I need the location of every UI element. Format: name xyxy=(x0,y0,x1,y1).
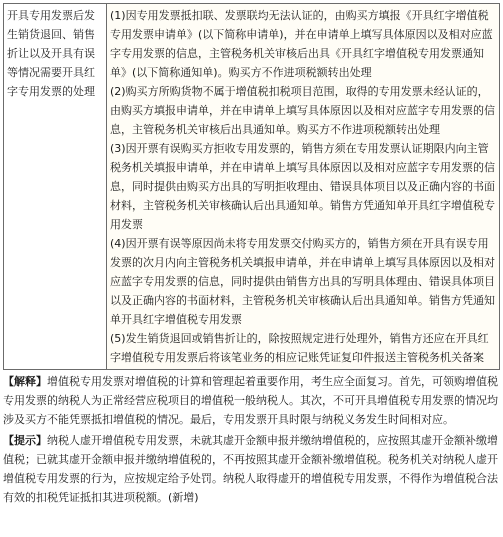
tip-text: 纳税人虚开增值税专用发票，未就其虚开金额申报并缴纳增值税的，应按照其虚开金额补缴增值税；已就其虚开金额申报并缴纳增值税的，不再按照其虚开金额补缴增值税。税务机关对纳税人虚开增值税专用发票的行为，应按规定给予处罚。纳税人取得虚开的增值税专用发票，不得作为增值税合法有效的扣税凭证抵扣其进项税额。(新增) xyxy=(3,434,498,504)
clause-1: (1)因专用发票抵扣联、发票联均无法认证的，由购买方填报《开具红字增值税专用发票申请单》(以下简称申请单)，并在申请单上填写具体原因以及相对应蓝字专用发票的信息，主管税务机关审核后出具《开具红字增值税专用发票通知单》(以下简称通知单)。购买方不作进项税额转出处理 xyxy=(110,9,493,79)
tip-label: 【提示】 xyxy=(3,434,47,447)
analysis-paragraph xyxy=(3,372,500,429)
clause-5: (5)发生销货退回或销售折让的，除按照规定进行处理外，销售方还应在开具红字增值税专用发票后将该笔业务的相应记账凭证复印件报送主管税务机关备案 xyxy=(110,332,489,364)
row-content-cell xyxy=(107,4,500,370)
clause-3: (3)因开票有误购买方拒收专用发票的，销售方须在专用发票认证期限内向主管税务机关填报申请单，并在申请单上填写具体原因以及相对应蓝字专用发票的信息，同时提供由购买方出具的写明拒收理由、错误具体项目以及正确内容的书面材料，主管税务机关审核确认后出具通知单。销售方凭通知单开具红字增值税专用发票 xyxy=(110,142,495,231)
table-row xyxy=(4,4,500,370)
clause-2: (2)购买方所购货物不属于增值税扣税项目范围，取得的专用发票未经认证的，由购买方填报申请单，并在申请单上填写具体原因以及相对应蓝字专用发票的信息，主管税务机关审核后出具通知单。购买方不作进项税额转出处理 xyxy=(110,85,495,136)
tip-paragraph xyxy=(3,431,500,507)
red-invoice-table xyxy=(3,3,500,370)
page xyxy=(3,3,500,507)
analysis-label: 【解释】 xyxy=(3,375,47,388)
clause-4: (4)因开票有误等原因尚未将专用发票交付购买方的，销售方须在开具有误专用发票的次月内向主管税务机关填报申请单，并在申请单上填写具体原因以及相对应蓝字专用发票的信息，同时提供由销售方出具的写明具体理由、错误具体项目以及正确内容的书面材料，主管税务机关审核确认后出具通知单。销售方凭通知单开具红字增值税专用发票 xyxy=(110,237,495,326)
row-header-cell xyxy=(4,4,107,370)
analysis-text: 增值税专用发票对增值税的计算和管理起着重要作用，考生应全面复习。首先，可领购增值税专用发票的纳税人为正常经营应税项目的增值税一般纳税人。其次，不可开具增值税专用发票的情况均涉及买方不能凭票抵扣增值税的情况。最后，专用发票开具时限与纳税义务发生时间相对应。 xyxy=(3,375,498,426)
row-header-text: 开具专用发票后发生销货退回、销售折让以及开具有误等情况需要开具红字专用发票的处理 xyxy=(7,9,95,98)
